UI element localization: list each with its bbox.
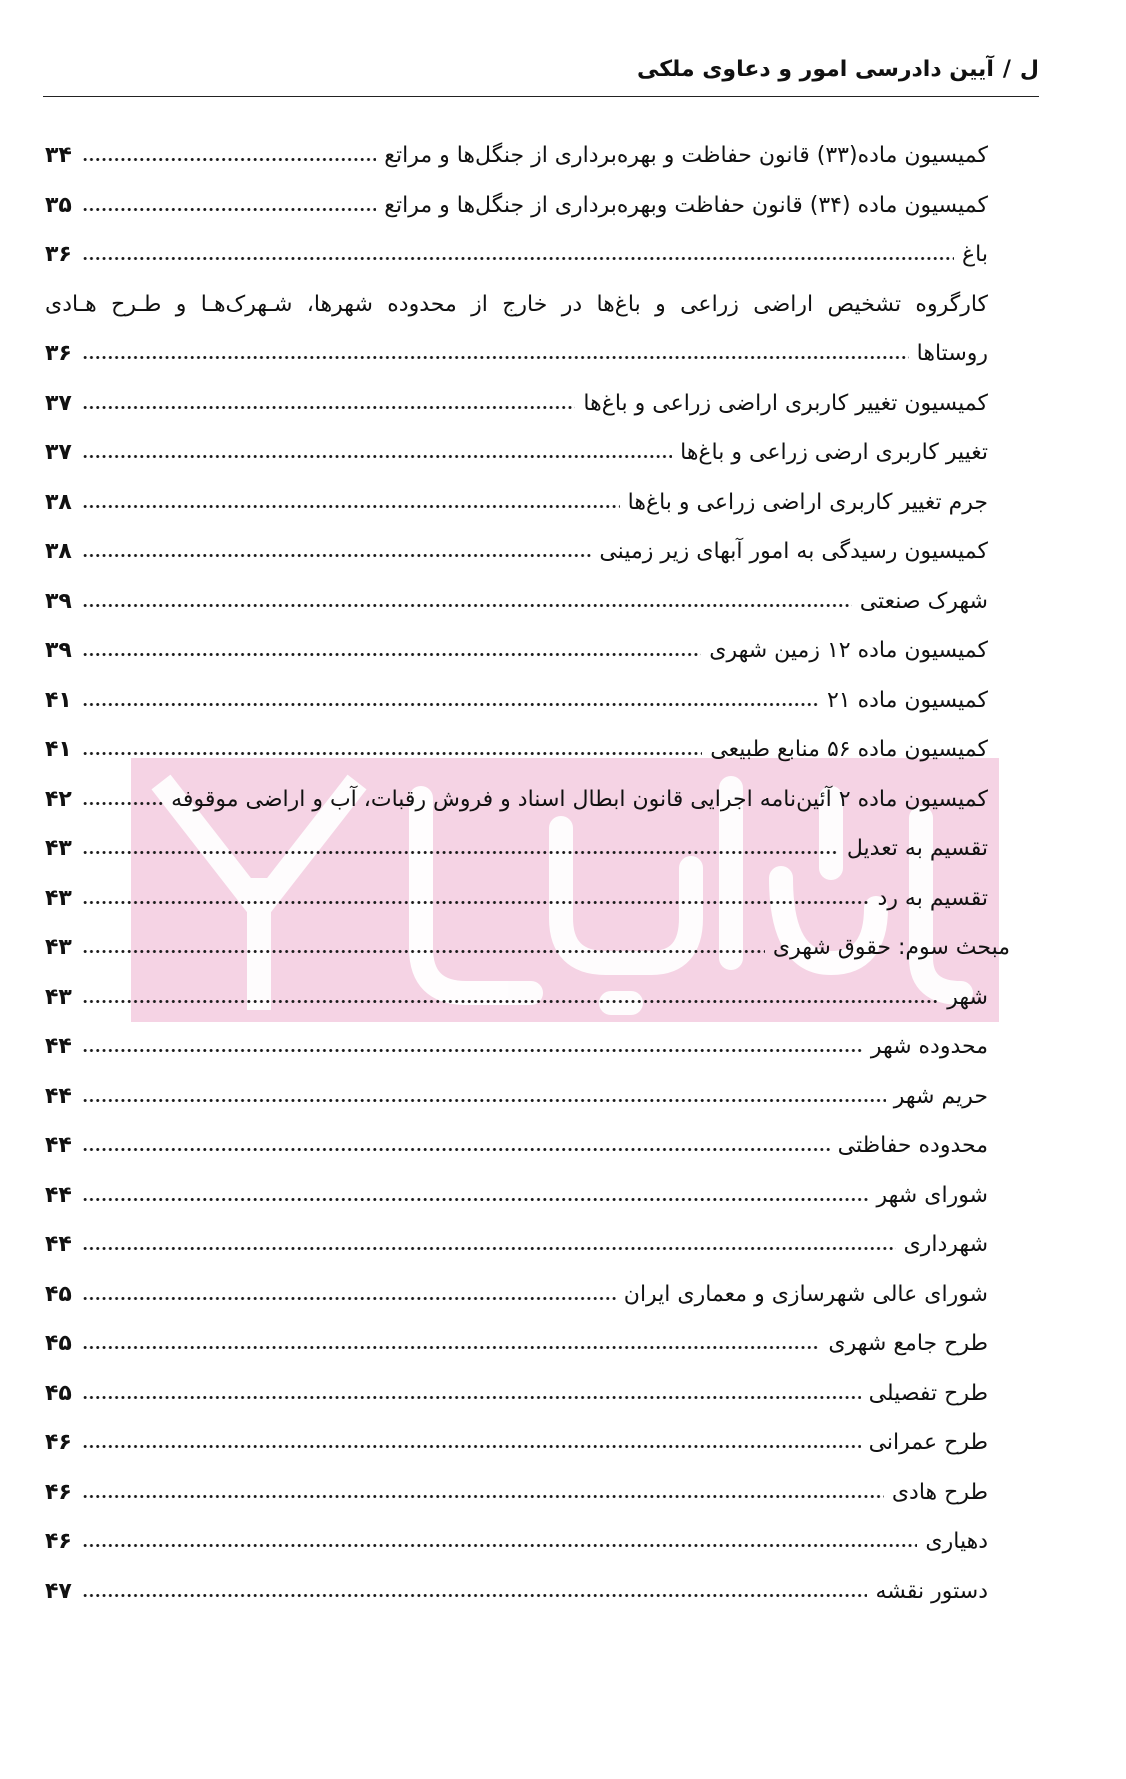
book-title: آیین دادرسی امور و دعاوی ملکی bbox=[636, 57, 994, 82]
toc-entry-title: کمیسیون ماده ۵۶ منابع طبیعی bbox=[710, 737, 988, 762]
toc-entry bbox=[45, 527, 988, 577]
dot-leader bbox=[82, 1494, 884, 1499]
toc-entry-page: ۴۷ bbox=[45, 1578, 72, 1604]
toc-entry bbox=[45, 1517, 988, 1567]
dot-leader bbox=[82, 553, 591, 558]
toc-entry-title: محدوده شهر bbox=[870, 1034, 988, 1059]
toc-entry-page: ۳۵ bbox=[45, 192, 72, 218]
toc-entry-title: کمیسیون رسیدگی به امور آبهای زیر زمینی bbox=[599, 539, 988, 564]
toc-entry-title: تغییر کاربری ارضی زراعی و باغ‌ها bbox=[680, 440, 988, 465]
dot-leader bbox=[82, 1395, 861, 1400]
dot-leader bbox=[82, 702, 819, 707]
toc-entry-page: ۴۲ bbox=[45, 786, 72, 812]
header-rule bbox=[43, 96, 1039, 97]
toc-entry-page: ۳۷ bbox=[45, 390, 72, 416]
dot-leader bbox=[82, 157, 376, 162]
toc-entry-title: شورای شهر bbox=[876, 1182, 988, 1208]
toc-entry-title: دستور نقشه bbox=[875, 1578, 988, 1604]
dot-leader bbox=[82, 454, 672, 459]
toc-entry-page: ۴۶ bbox=[45, 1529, 72, 1554]
toc-entry bbox=[45, 577, 988, 627]
toc-entry-page: ۳۸ bbox=[45, 539, 72, 564]
toc-entry bbox=[45, 1220, 988, 1270]
toc-entry-title: تقسیم به تعدیل bbox=[846, 836, 988, 861]
toc-entry bbox=[45, 1171, 988, 1221]
toc-entry bbox=[45, 131, 988, 181]
dot-leader bbox=[82, 405, 575, 410]
toc-entry-page: ۴۳ bbox=[45, 836, 72, 861]
toc-entry bbox=[45, 478, 988, 528]
dot-leader bbox=[82, 850, 839, 855]
toc-entry-page: ۴۴ bbox=[45, 1133, 72, 1158]
toc-entry bbox=[45, 1369, 988, 1419]
toc-entry-title: باغ bbox=[962, 242, 988, 267]
dot-leader bbox=[82, 1296, 616, 1301]
dot-leader bbox=[82, 949, 765, 954]
dot-leader bbox=[82, 1197, 869, 1202]
dot-leader bbox=[82, 1147, 830, 1152]
dot-leader bbox=[82, 801, 163, 806]
toc-entry-page: ۴۳ bbox=[45, 885, 72, 911]
toc-entry-title: طرح هادی bbox=[891, 1479, 988, 1505]
toc-entry-page: ۳۹ bbox=[45, 638, 72, 663]
page-letter: ل bbox=[1019, 57, 1039, 82]
dot-leader bbox=[82, 207, 376, 212]
toc-entry-page: ۴۶ bbox=[45, 1430, 72, 1455]
dot-leader bbox=[82, 355, 909, 360]
dot-leader bbox=[82, 999, 939, 1004]
dot-leader bbox=[82, 900, 870, 905]
toc-entry bbox=[45, 824, 988, 874]
toc-entry-title: طرح جامع شهری bbox=[828, 1331, 988, 1356]
toc-entry bbox=[45, 1022, 988, 1072]
table-of-contents bbox=[45, 131, 1010, 1616]
toc-entry-page: ۴۴ bbox=[45, 1034, 72, 1059]
toc-entry-page: ۴۱ bbox=[45, 687, 72, 713]
dot-leader bbox=[82, 1246, 896, 1251]
toc-entry bbox=[45, 1270, 988, 1320]
toc-entry-title: کمیسیون ماده(۳۳) قانون حفاظت و بهره‌برداری از جنگل‌ها و مراتع bbox=[384, 143, 988, 168]
toc-entry-page: ۴۴ bbox=[45, 1232, 72, 1257]
toc-entry-title: طرح تفصیلی bbox=[868, 1380, 988, 1406]
toc-entry-page: ۳۶ bbox=[45, 242, 72, 267]
toc-entry-title: شهر bbox=[947, 984, 988, 1010]
dot-leader bbox=[82, 603, 852, 608]
toc-entry-title: کارگروه تشخیص اراضی زراعی و باغ‌ها در خارج از محدوده شهرها، شـهرک‌هـا و طـرح هـادی bbox=[45, 291, 988, 317]
toc-entry bbox=[45, 1072, 988, 1122]
toc-entry-page: ۴۶ bbox=[45, 1479, 72, 1505]
running-header bbox=[637, 53, 1039, 87]
toc-entry-page: ۳۶ bbox=[45, 341, 72, 366]
toc-entry-title: دهیاری bbox=[925, 1529, 988, 1554]
toc-entry-title: جرم تغییر کاربری اراضی زراعی و باغ‌ها bbox=[627, 489, 988, 515]
toc-entry bbox=[45, 1468, 988, 1518]
toc-entry-page: ۴۴ bbox=[45, 1083, 72, 1109]
dot-leader bbox=[82, 1345, 820, 1350]
toc-entry-title: کمیسیون ماده ۱۲ زمین شهری bbox=[709, 638, 988, 663]
dot-leader bbox=[82, 256, 954, 261]
toc-entry-multiline-first bbox=[45, 280, 988, 330]
dot-leader bbox=[82, 751, 702, 756]
toc-entry-title: کمیسیون ماده (۳۴) قانون حفاظت وبهره‌برداری از جنگل‌ها و مراتع bbox=[384, 192, 988, 218]
toc-entry-multiline-last bbox=[45, 329, 988, 379]
toc-entry-page: ۴۵ bbox=[45, 1281, 72, 1307]
toc-entry bbox=[45, 973, 988, 1023]
toc-entry bbox=[45, 230, 988, 280]
toc-section-heading bbox=[45, 923, 1010, 973]
dot-leader bbox=[82, 504, 620, 509]
toc-entry bbox=[45, 428, 988, 478]
toc-entry-title: کمیسیون تغییر کاربری اراضی زراعی و باغ‌ها bbox=[583, 390, 988, 416]
dot-leader bbox=[82, 1444, 861, 1449]
toc-entry bbox=[45, 1319, 988, 1369]
toc-entry-title: شهرداری bbox=[903, 1232, 988, 1257]
toc-entry bbox=[45, 775, 988, 825]
dot-leader bbox=[82, 1543, 917, 1548]
toc-entry-page: ۴۳ bbox=[45, 935, 72, 960]
toc-entry-page: ۴۵ bbox=[45, 1331, 72, 1356]
toc-entry-title: تقسیم به رد bbox=[877, 885, 988, 911]
dot-leader bbox=[82, 652, 701, 657]
toc-entry bbox=[45, 181, 988, 231]
header-separator: / bbox=[1002, 57, 1011, 82]
toc-entry-title: حریم شهر bbox=[893, 1083, 988, 1109]
toc-entry bbox=[45, 725, 988, 775]
toc-entry-page: ۳۸ bbox=[45, 489, 72, 515]
dot-leader bbox=[82, 1593, 867, 1598]
toc-entry-title: کمیسیون ماده ۲ آئین‌نامه اجرایی قانون ابطال اسناد و فروش رقبات، آب و اراضی موقوفه bbox=[171, 786, 988, 812]
toc-entry bbox=[45, 1567, 988, 1617]
toc-entry-page: ۳۴ bbox=[45, 143, 72, 168]
toc-entry bbox=[45, 626, 988, 676]
toc-entry-title: شورای عالی شهرسازی و معماری ایران bbox=[623, 1281, 988, 1307]
toc-entry bbox=[45, 676, 988, 726]
toc-entry bbox=[45, 1121, 988, 1171]
dot-leader bbox=[82, 1098, 886, 1103]
toc-entry-title: طرح عمرانی bbox=[868, 1430, 988, 1455]
toc-entry-page: ۳۷ bbox=[45, 440, 72, 465]
toc-entry-page: ۴۳ bbox=[45, 984, 72, 1010]
toc-entry-title: شهرک صنعتی bbox=[859, 588, 988, 614]
toc-entry-page: ۳۹ bbox=[45, 588, 72, 614]
toc-entry-page: ۴۴ bbox=[45, 1182, 72, 1208]
toc-entry bbox=[45, 1418, 988, 1468]
toc-entry bbox=[45, 874, 988, 924]
toc-entry-page: ۴۱ bbox=[45, 737, 72, 762]
toc-entry-title: کمیسیون ماده ۲۱ bbox=[826, 687, 988, 713]
toc-entry bbox=[45, 379, 988, 429]
toc-entry-title-continuation: روستاها bbox=[916, 341, 988, 366]
toc-entry-page: ۴۵ bbox=[45, 1380, 72, 1406]
toc-entry-title: محدوده حفاظتی bbox=[837, 1133, 988, 1158]
toc-section-title: مبحث سوم: حقوق شهری bbox=[772, 935, 1010, 960]
dot-leader bbox=[82, 1048, 863, 1053]
